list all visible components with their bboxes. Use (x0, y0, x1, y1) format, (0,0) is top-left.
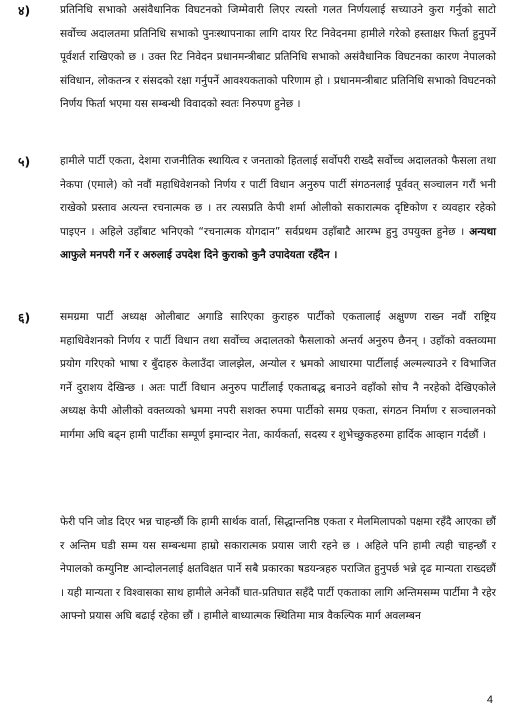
paragraph-text-bold: अन्यथा आफुले मनपरी गर्ने र अरुलाई उपदेश दिने कुराको कुनै उपादेयता रहँदैन । (60, 225, 496, 262)
paragraph-text: प्रतिनिधि सभाको असंवैधानिक विघटनको जिम्मेवारी लिएर त्यस्तो गलत निर्णयलाई सच्याउने कुरा गर्नुको साटो सर्वोच्च अदालतमा प्रतिनिधि सभाको पुनःस्थापनाका लागि दायर रिट निवेदनमा हामीले गरेको हस्ताक्षर फिर्ता हुनुपर्ने पूर्वशर्त राखिएको छ । उक्त रिट निवेदन प्रधानमन्त्रीबाट प्रतिनिधि सभाको असंवैधानिक विघटनका कारण नेपालको संविधान, लोकतन्त्र र संसदको रक्षा गर्नुपर्ने आवश्यकताको परिणाम हो । प्रधानमन्त्रीबाट प्रतिनिधि सभाको विघटनको निर्णय फिर्ता भएमा यस सम्बन्धी विवादको स्वतः निरुपण हुनेछ । (60, 4, 496, 111)
paragraph-number: ४) (18, 3, 31, 18)
paragraph-text-regular: हामीले पार्टी एकता, देशमा राजनीतिक स्थायित्व र जनताको हितलाई सर्वोपरी राख्दै सर्वोच्च अदालतको फैसला तथा नेकपा (एमाले) को नवौं महाधिवेशनको निर्णय र पार्टी विधान अनुरुप पार्टी संगठनलाई पूर्ववत् सञ्चालन गरौं भनी राखेको प्रस्ताव अत्यन्त रचनात्मक छ । तर त्यसप्रति केपी शर्मा ओलीको सकारात्मक दृष्टिकोण र व्यवहार रहेको पाइएन । अहिले उहाँबाट भनिएको “रचनात्मक योगदान” सर्वप्रथम उहाँबाटै आरम्भ हुनु उपयुक्त हुनेछ । (60, 155, 496, 238)
paragraph-number: ५) (18, 154, 31, 169)
page-number: 4 (486, 694, 493, 706)
continuation-text: फेरी पनि जोड दिएर भन्न चाहन्छौं कि हामी सार्थक वार्ता, सिद्धान्तनिष्ठ एकता र मेलमिलापको पक्षमा रहँदै आएका छौं र अन्तिम घडी सम्म यस सम्बन्धमा हाम्रो सकारात्मक प्रयास जारी रहने छ । अहिले पनि हामी त्यही चाहन्छौं र नेपालको कम्युनिष्ट आन्दोलनलाई क्षतविक्षत पार्ने सबै प्रकारका षडयन्त्रहरु पराजित हुनुपर्छ भन्ने दृढ मान्यता राख्दछौं । यही मान्यता र विश्वासका साथ हामीले अनेकौं घात-प्रतिघात सहँदै पार्टी एकताका लागि अन्तिमसम्म पार्टीमा नै रहेर आफ्नो प्रयास अघि बढाई रहेका छौं । हामीले बाध्यात्मक स्थितिमा मात्र वैकल्पिक मार्ग अवलम्बन (60, 516, 496, 623)
paragraph-text (60, 150, 496, 268)
paragraph-number: ६) (18, 310, 31, 325)
paragraph-text: समग्रमा पार्टी अध्यक्ष ओलीबाट अगाडि सारिएका कुराहरु पार्टीको एकतालाई अक्षुण्ण राख्न नवौं राष्ट्रिय महाधिवेशनको निर्णय र पार्टी विधान तथा सर्वोच्च अदालतको फैसलाको अन्तर्य अनुरुप छैनन् । उहाँको वक्तव्यमा प्रयोग गरिएको भाषा र बुँदाहरु केलाउँदा जालझेल, अन्योल र भ्रमको आधारमा पार्टीलाई अल्मल्याउने र विभाजित गर्ने दुराशय देखिन्छ । अतः पार्टी विधान अनुरुप पार्टीलाई एकताबद्ध बनाउने वहाँको सोच नै नरहेको देखिएकोले अध्यक्ष केपी ओलीको वक्तव्यको भ्रममा नपरी सशक्त रुपमा पार्टीको समग्र एकता, संगठन निर्माण र सञ्चालनको मार्गमा अघि बढ्न हामी पार्टीका सम्पूर्ण इमान्दार नेता, कार्यकर्ता, सदस्य र शुभेच्छुकहरुमा हार्दिक आव्हान गर्दछौं । (60, 311, 496, 441)
